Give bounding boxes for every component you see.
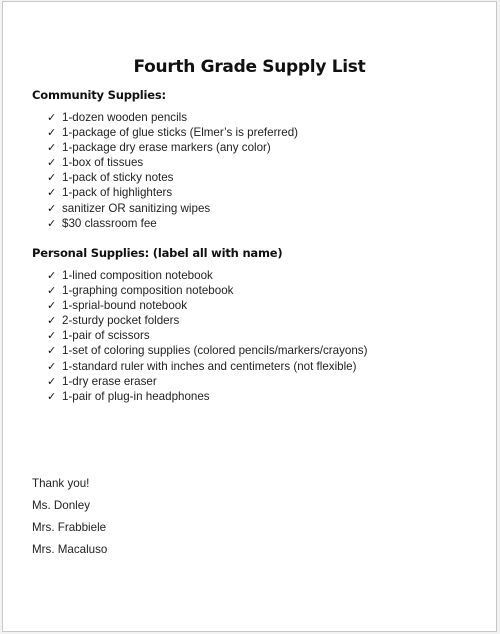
list-item-label: 1-dry erase eraser xyxy=(62,374,157,388)
checkmark-icon: ✓ xyxy=(47,157,57,170)
checkmark-icon: ✓ xyxy=(47,345,57,358)
list-item xyxy=(47,359,367,374)
checkmark-icon: ✓ xyxy=(47,390,57,403)
list-item xyxy=(47,125,298,140)
list-item xyxy=(47,283,367,298)
list-item xyxy=(47,155,298,170)
checkmark-icon: ✓ xyxy=(47,217,57,230)
community-supplies-list xyxy=(47,110,298,231)
list-item xyxy=(47,268,367,283)
list-item-label: 1-set of coloring supplies (colored pencils/markers/crayons) xyxy=(62,344,368,358)
checkmark-icon: ✓ xyxy=(47,270,57,282)
list-item-label: 1-pair of plug-in headphones xyxy=(62,389,210,403)
page-title: Fourth Grade Supply List xyxy=(133,57,366,77)
list-item xyxy=(47,216,298,231)
list-item xyxy=(47,343,367,358)
teacher-name: Ms. Donley xyxy=(32,499,90,512)
list-item-label: 1-lined composition notebook xyxy=(62,269,213,282)
thank-you-text: Thank you! xyxy=(32,477,90,490)
list-item-label: 1-sprial-bound notebook xyxy=(62,299,188,313)
list-item-label: sanitizer OR sanitizing wipes xyxy=(62,201,211,215)
document-page xyxy=(2,1,497,632)
list-item-label: 1-box of tissues xyxy=(62,156,144,170)
list-item-label: 1-package of glue sticks (Elmer’s is preferred) xyxy=(62,126,299,140)
community-supplies-heading: Community Supplies: xyxy=(32,88,166,102)
list-item xyxy=(47,170,298,185)
list-item-label: 1-dozen wooden pencils xyxy=(62,111,188,124)
checkmark-icon: ✓ xyxy=(47,142,57,155)
list-item xyxy=(47,140,298,155)
checkmark-icon: ✓ xyxy=(47,360,57,373)
checkmark-icon: ✓ xyxy=(47,300,57,313)
checkmark-icon: ✓ xyxy=(47,127,57,140)
teacher-name: Mrs. Frabbiele xyxy=(32,521,107,534)
checkmark-icon: ✓ xyxy=(47,187,57,200)
list-item xyxy=(47,185,298,200)
checkmark-icon: ✓ xyxy=(47,285,57,298)
checkmark-icon: ✓ xyxy=(47,330,57,343)
list-item-label: 1-graphing composition notebook xyxy=(62,284,234,298)
list-item-label: 1-pair of scissors xyxy=(62,329,150,343)
teacher-name: Mrs. Macaluso xyxy=(32,543,108,556)
list-item-label: 1-pack of sticky notes xyxy=(62,171,174,185)
list-item xyxy=(47,328,367,343)
personal-supplies-list xyxy=(47,268,367,404)
list-item xyxy=(47,298,367,313)
list-item xyxy=(47,389,367,404)
list-item xyxy=(47,201,298,216)
list-item-label: 1-pack of highlighters xyxy=(62,186,173,200)
list-item-label: $30 classroom fee xyxy=(62,216,157,230)
list-item xyxy=(47,110,298,125)
checkmark-icon: ✓ xyxy=(47,112,57,124)
list-item xyxy=(47,313,367,328)
checkmark-icon: ✓ xyxy=(47,202,57,215)
list-item-label: 2-sturdy pocket folders xyxy=(62,314,180,328)
list-item-label: 1-package dry erase markers (any color) xyxy=(62,141,271,155)
personal-supplies-heading: Personal Supplies: (label all with name) xyxy=(32,246,283,260)
list-item-label: 1-standard ruler with inches and centimeters (not flexible) xyxy=(62,359,357,373)
list-item xyxy=(47,374,367,389)
checkmark-icon: ✓ xyxy=(47,172,57,185)
checkmark-icon: ✓ xyxy=(47,315,57,328)
checkmark-icon: ✓ xyxy=(47,375,57,388)
